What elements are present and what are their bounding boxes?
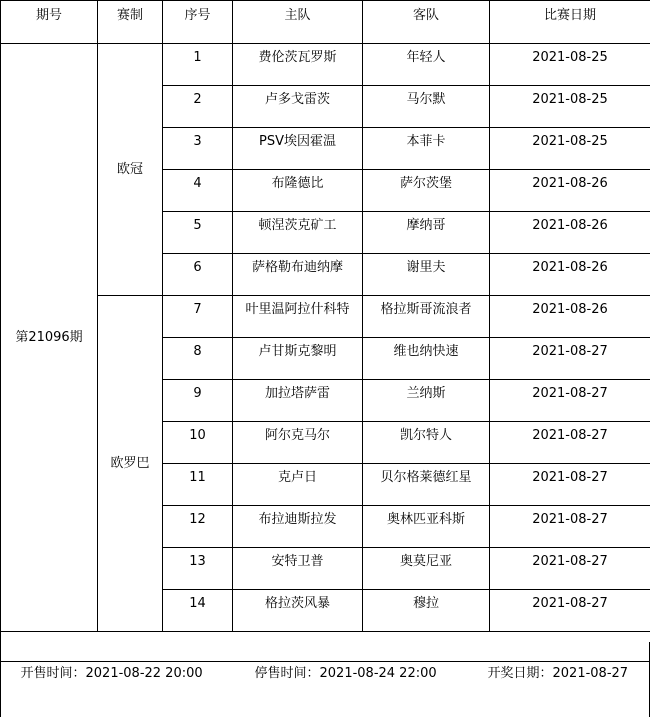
home-team: PSV埃因霍温 — [233, 128, 363, 170]
match-date: 2021-08-27 — [490, 590, 650, 632]
match-date: 2021-08-26 — [490, 296, 650, 338]
away-team: 格拉斯哥流浪者 — [363, 296, 490, 338]
home-team: 卢甘斯克黎明 — [233, 338, 363, 380]
period-cell: 第21096期 — [1, 44, 98, 632]
match-no: 12 — [163, 506, 233, 548]
competition-cell: 欧罗巴 — [98, 296, 163, 632]
match-date: 2021-08-27 — [490, 464, 650, 506]
match-no: 13 — [163, 548, 233, 590]
spacer-row — [1, 632, 650, 662]
away-team: 摩纳哥 — [363, 212, 490, 254]
away-team: 兰纳斯 — [363, 380, 490, 422]
match-date: 2021-08-25 — [490, 86, 650, 128]
spacer-cell — [1, 632, 650, 662]
home-team: 卢多戈雷茨 — [233, 86, 363, 128]
sale-stop-time: 停售时间：2021-08-24 22:00 — [254, 666, 437, 681]
home-team: 克卢日 — [233, 464, 363, 506]
match-date: 2021-08-26 — [490, 212, 650, 254]
match-date: 2021-08-27 — [490, 422, 650, 464]
home-team: 布隆德比 — [233, 170, 363, 212]
match-no: 2 — [163, 86, 233, 128]
header-date: 比赛日期 — [490, 1, 650, 44]
home-team: 费伦茨瓦罗斯 — [233, 44, 363, 86]
away-team: 马尔默 — [363, 86, 490, 128]
home-team: 顿涅茨克矿工 — [233, 212, 363, 254]
competition-cell: 欧冠 — [98, 44, 163, 296]
away-team: 维也纳快速 — [363, 338, 490, 380]
sale-info — [1, 666, 650, 696]
header-no: 序号 — [163, 1, 233, 44]
home-team: 加拉塔萨雷 — [233, 380, 363, 422]
footer-cell — [1, 662, 650, 702]
match-no: 7 — [163, 296, 233, 338]
home-team: 萨格勒布迪纳摩 — [233, 254, 363, 296]
left-border — [0, 642, 1, 717]
match-date: 2021-08-25 — [490, 44, 650, 86]
table-row — [1, 44, 650, 86]
away-team: 谢里夫 — [363, 254, 490, 296]
away-team: 贝尔格莱德红星 — [363, 464, 490, 506]
match-no: 6 — [163, 254, 233, 296]
header-home: 主队 — [233, 1, 363, 44]
header-period: 期号 — [1, 1, 98, 44]
home-team: 安特卫普 — [233, 548, 363, 590]
header-competition: 赛制 — [98, 1, 163, 44]
home-team: 格拉茨风暴 — [233, 590, 363, 632]
match-date: 2021-08-27 — [490, 380, 650, 422]
sale-start-time: 开售时间：2021-08-22 20:00 — [20, 666, 203, 681]
away-team: 奥林匹亚科斯 — [363, 506, 490, 548]
header-row — [1, 1, 650, 44]
match-date: 2021-08-26 — [490, 254, 650, 296]
match-rows — [1, 44, 650, 702]
match-no: 14 — [163, 590, 233, 632]
away-team: 凯尔特人 — [363, 422, 490, 464]
match-date: 2021-08-25 — [490, 128, 650, 170]
away-team: 奥莫尼亚 — [363, 548, 490, 590]
match-no: 4 — [163, 170, 233, 212]
home-team: 叶里温阿拉什科特 — [233, 296, 363, 338]
match-no: 1 — [163, 44, 233, 86]
away-team: 萨尔茨堡 — [363, 170, 490, 212]
away-team: 年轻人 — [363, 44, 490, 86]
header-away: 客队 — [363, 1, 490, 44]
match-no: 11 — [163, 464, 233, 506]
match-no: 10 — [163, 422, 233, 464]
match-no: 5 — [163, 212, 233, 254]
match-date: 2021-08-27 — [490, 338, 650, 380]
match-date: 2021-08-27 — [490, 506, 650, 548]
away-team: 本菲卡 — [363, 128, 490, 170]
draw-date: 开奖日期：2021-08-27 — [487, 666, 629, 681]
table-row — [1, 296, 650, 338]
footer-row — [1, 662, 650, 702]
match-no: 8 — [163, 338, 233, 380]
home-team: 布拉迪斯拉发 — [233, 506, 363, 548]
match-date: 2021-08-27 — [490, 548, 650, 590]
match-date: 2021-08-26 — [490, 170, 650, 212]
match-no: 9 — [163, 380, 233, 422]
away-team: 穆拉 — [363, 590, 490, 632]
match-no: 3 — [163, 128, 233, 170]
home-team: 阿尔克马尔 — [233, 422, 363, 464]
